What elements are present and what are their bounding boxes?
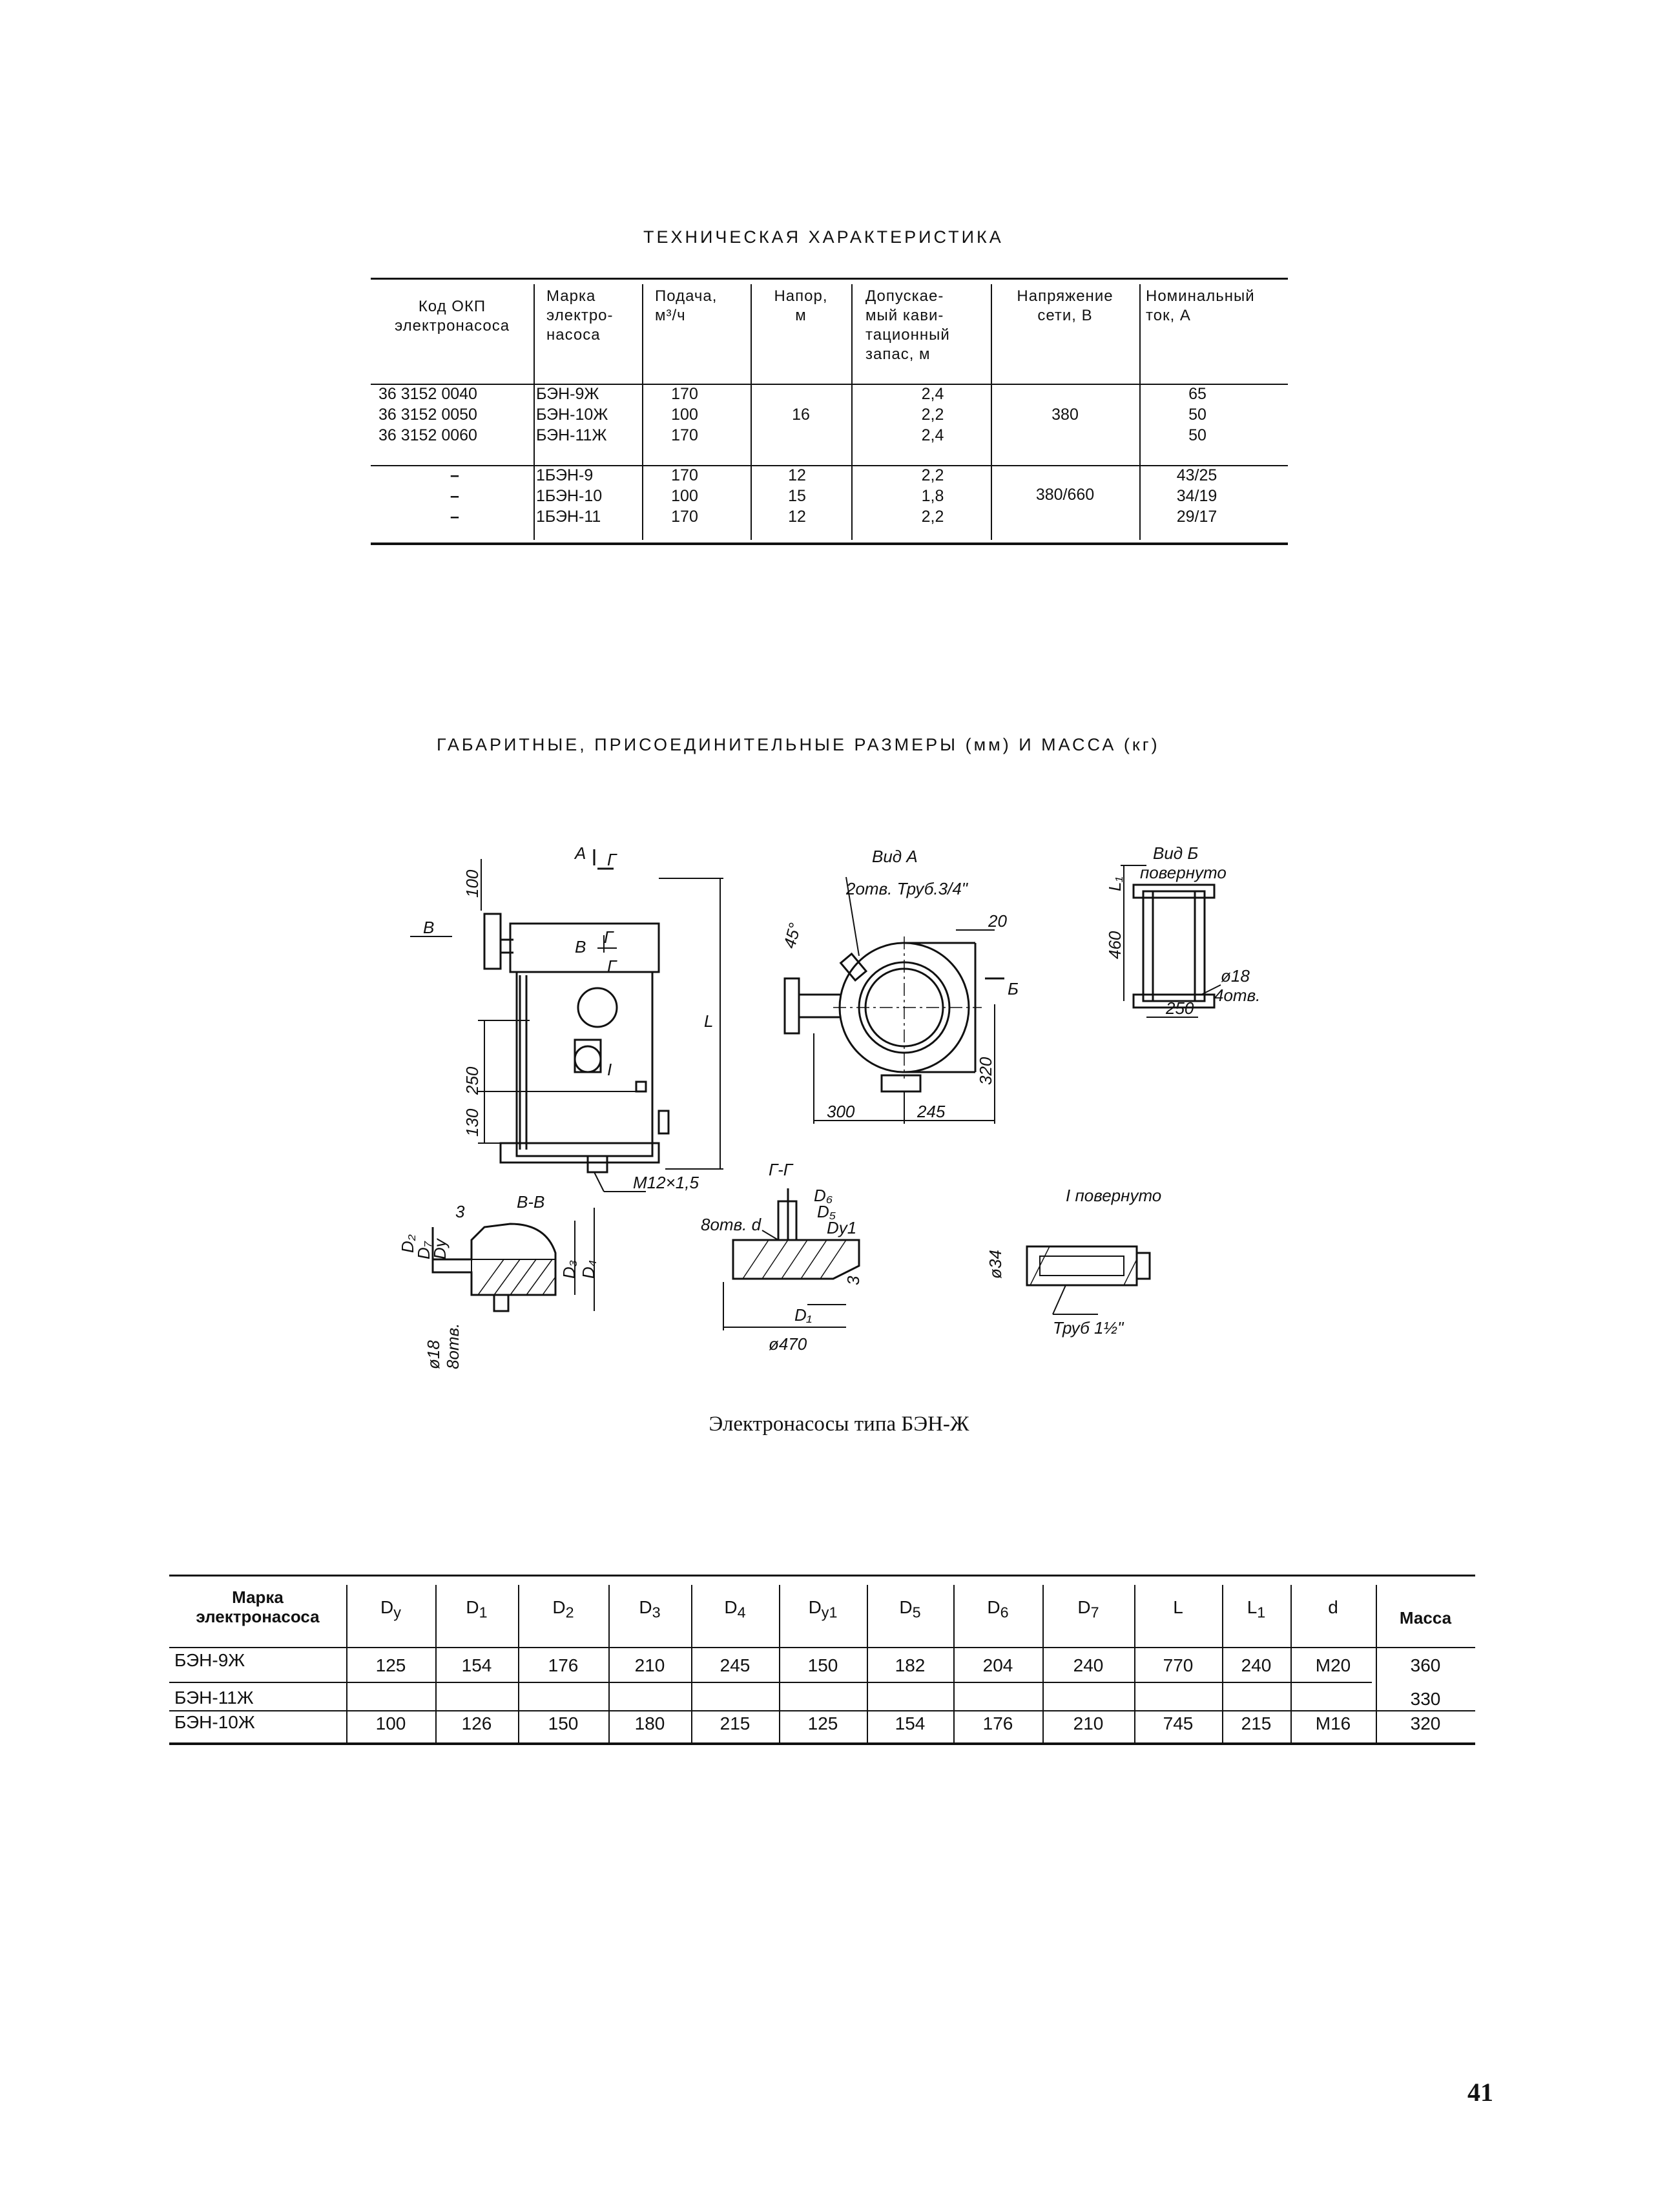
view-b-title: Вид Б [1153, 843, 1199, 863]
dim-320: 320 [976, 1057, 995, 1085]
value-cell: 176 [982, 1713, 1013, 1733]
col-header-sub: 1 [1257, 1604, 1266, 1621]
value-cell: 180 [634, 1713, 665, 1733]
dim-250b: 250 [1166, 998, 1194, 1018]
pump-side-plug [636, 1082, 646, 1091]
leader-line [1053, 1285, 1066, 1314]
dim-45: 45° [779, 920, 805, 951]
dim-20: 20 [988, 911, 1007, 931]
pump-casing [517, 972, 652, 1156]
dim-l: L [704, 1011, 714, 1031]
col-header: D [1077, 1597, 1091, 1617]
flow-cell: 100 [671, 487, 698, 505]
pump-base [501, 1143, 659, 1163]
value-cell: 245 [720, 1655, 751, 1675]
head-cell: 15 [788, 487, 806, 505]
col-header: D [552, 1597, 566, 1617]
voltage-cell: 380/660 [1035, 486, 1095, 504]
dim-d18b: ø18 [424, 1340, 443, 1369]
dim-l1: L₁ [1105, 876, 1124, 891]
current-cell: 50 [1188, 406, 1207, 424]
detail-i-pipe: Труб 1½" [1053, 1318, 1124, 1338]
value-cell: 215 [720, 1713, 751, 1733]
section-gg-hatching [743, 1240, 846, 1279]
header-cavitation-2: мый кави- [865, 307, 944, 324]
flow-cell: 170 [671, 508, 698, 526]
brand-cell: БЭН-10Ж [174, 1712, 255, 1732]
mass-cell: 360 [1410, 1655, 1441, 1675]
pump-nozzle [588, 1156, 607, 1172]
leader-line [594, 1172, 604, 1192]
detail-i-hatching [1030, 1246, 1137, 1285]
dim-d3: D₃ [559, 1259, 579, 1279]
col-header-sub: 7 [1090, 1604, 1099, 1621]
col-header: D [808, 1597, 822, 1617]
dim-d5: D₅ [817, 1202, 836, 1221]
col-header-sub: 4 [737, 1604, 746, 1621]
drawing-svg [381, 840, 1298, 1395]
current-cell: 50 [1188, 426, 1207, 444]
header-head: Напор, [774, 287, 828, 305]
detail-i-cap [1137, 1253, 1150, 1279]
leader-line [762, 1230, 778, 1240]
value-cell: 150 [548, 1713, 579, 1733]
tech-table [371, 278, 1288, 546]
brand-cell: БЭН-9Ж [174, 1650, 245, 1670]
col-header-sub: 6 [1000, 1604, 1009, 1621]
header-code-2: электронасоса [394, 317, 510, 335]
dim-245: 245 [917, 1102, 946, 1121]
header-current: Номинальный [1146, 287, 1255, 305]
dim-130: 130 [462, 1108, 482, 1137]
header-cavitation: Допускае- [865, 287, 944, 305]
col-header: L [1173, 1597, 1183, 1617]
label-g: Г [604, 927, 614, 947]
flow-cell: 100 [671, 406, 698, 424]
value-cell: 125 [375, 1655, 406, 1675]
value-cell: 126 [461, 1713, 492, 1733]
cavitation-cell: 2,4 [921, 426, 944, 444]
header-brand-3: насоса [546, 326, 601, 344]
flow-cell: 170 [671, 385, 698, 403]
value-cell: 150 [807, 1655, 838, 1675]
figure-caption: Электронасосы типа БЭН-Ж [709, 1412, 969, 1436]
label-a: А [575, 843, 586, 863]
cavitation-cell: 2,2 [921, 466, 944, 484]
brand-cell: БЭН-11Ж [536, 426, 607, 444]
head-cell: 12 [788, 508, 806, 526]
code-cell: 36 3152 0040 [378, 385, 477, 403]
col-header-sub: 3 [652, 1604, 661, 1621]
detail-i-thread [1040, 1256, 1124, 1276]
col-header: D [899, 1597, 913, 1617]
dims-table [169, 1575, 1475, 1749]
code-cell: – [450, 508, 459, 526]
head-cell: 16 [792, 406, 810, 424]
section-vv-hatching [478, 1259, 555, 1295]
tech-section-title: ТЕХНИЧЕСКАЯ ХАРАКТЕРИСТИКА [643, 227, 1004, 247]
col-header-sub: у [393, 1604, 401, 1621]
header-brand-2: электро- [546, 307, 614, 324]
view-a-title: Вид А [872, 847, 918, 866]
col-header: D [724, 1597, 738, 1617]
col-header: D [987, 1597, 1000, 1617]
col-header: D [466, 1597, 479, 1617]
col-header-mass: Масса [1399, 1608, 1452, 1628]
flow-cell: 170 [671, 426, 698, 444]
header-current-2: ток, А [1146, 307, 1191, 324]
header-code: Код ОКП [418, 298, 486, 315]
current-cell: 29/17 [1176, 508, 1217, 526]
code-cell: – [450, 487, 459, 505]
section-vv-bolt [494, 1295, 508, 1311]
dim-d470: ø470 [769, 1334, 807, 1354]
label-v: В [575, 937, 586, 956]
section-vv-holes: 8отв. [443, 1323, 462, 1369]
value-cell: 176 [548, 1655, 579, 1675]
dim-d18: ø18 [1221, 966, 1250, 986]
voltage-cell: 380 [1051, 406, 1079, 424]
value-cell: 240 [1241, 1655, 1272, 1675]
value-cell: 215 [1241, 1713, 1272, 1733]
dim-d6: D₆ [814, 1186, 833, 1205]
cavitation-cell: 1,8 [921, 487, 944, 505]
header-brand: Марка [232, 1587, 284, 1607]
dim-d34: ø34 [986, 1250, 1005, 1279]
section-gg-profile [733, 1240, 859, 1279]
value-cell: 770 [1163, 1655, 1194, 1675]
brand-cell: БЭН-9Ж [536, 385, 599, 403]
section-vv-title: В-В [517, 1192, 545, 1212]
header-brand-2: электронасоса [196, 1607, 320, 1626]
label-g: Г [607, 956, 617, 976]
col-header: D [380, 1597, 394, 1617]
detail-i-title: I повернуто [1066, 1186, 1162, 1205]
code-cell: 36 3152 0050 [378, 406, 477, 424]
brand-cell: 1БЭН-11 [536, 508, 601, 526]
mass-cell: 330 [1410, 1689, 1441, 1709]
brand-cell: БЭН-11Ж [174, 1688, 254, 1708]
view-b-rotated: повернуто [1140, 863, 1227, 882]
brand-cell: 1БЭН-9 [536, 466, 594, 484]
mass-cell: 320 [1410, 1713, 1441, 1733]
current-cell: 34/19 [1176, 487, 1217, 505]
brand-cell: 1БЭН-10 [536, 487, 603, 505]
pump-drawing [381, 840, 1298, 1395]
col-header: L [1247, 1597, 1258, 1617]
dim-d1: D₁ [794, 1305, 812, 1325]
current-cell: 43/25 [1176, 466, 1217, 484]
view-a-holes: 2отв. Труб.3/4" [846, 879, 968, 898]
section-gg-title: Г-Г [769, 1160, 792, 1179]
label-detail-i: I [607, 1060, 612, 1079]
dim-300: 300 [827, 1102, 855, 1121]
head-cell: 12 [788, 466, 806, 484]
label-g: Г [607, 850, 617, 869]
section-vv-hatch [471, 1259, 555, 1295]
view-b-holes: 4отв. [1214, 986, 1261, 1005]
code-cell: – [450, 466, 459, 484]
value-cell: 154 [895, 1713, 926, 1733]
col-header: D [639, 1597, 652, 1617]
header-brand: Марка [546, 287, 596, 305]
current-cell: 65 [1188, 385, 1207, 403]
value-cell: 210 [634, 1655, 665, 1675]
brand-cell: БЭН-10Ж [536, 406, 608, 424]
pump-flange-top [484, 914, 501, 969]
dim-250: 250 [462, 1066, 482, 1095]
dim-m12: М12×1,5 [633, 1173, 699, 1192]
page-number: 41 [1467, 2078, 1493, 2107]
value-cell: М20 [1315, 1655, 1351, 1675]
code-cell: 36 3152 0060 [378, 426, 477, 444]
value-cell: 125 [807, 1713, 838, 1733]
col-header-sub: 2 [565, 1604, 574, 1621]
header-voltage: Напряжение [1017, 287, 1113, 305]
header-flow-unit: м³/ч [655, 307, 686, 324]
header-flow: Подача, [655, 287, 718, 305]
pump-side-box [659, 1111, 668, 1133]
header-cavitation-3: тационный [865, 326, 950, 344]
dim-d2: D₂ [398, 1234, 417, 1253]
pump-port-circle [575, 1046, 601, 1072]
dim-100: 100 [462, 869, 482, 898]
value-cell: 210 [1073, 1713, 1104, 1733]
col-header-sub: у1 [821, 1604, 838, 1621]
dim-3b: 3 [844, 1276, 863, 1285]
value-cell: 100 [375, 1713, 406, 1733]
value-cell: 745 [1163, 1713, 1194, 1733]
view-a-foot [882, 1075, 920, 1091]
dim-d7: D₇ [414, 1241, 433, 1259]
cavitation-cell: 2,4 [921, 385, 944, 403]
pump-port-circle [578, 988, 617, 1027]
dim-3: 3 [455, 1202, 465, 1221]
value-cell: 204 [982, 1655, 1013, 1675]
detail-i-body [1027, 1246, 1137, 1285]
section-gg-holes: 8отв. d [701, 1215, 761, 1234]
value-cell: 154 [461, 1655, 492, 1675]
header-voltage-2: сети, В [1037, 307, 1093, 324]
flow-cell: 170 [671, 466, 698, 484]
col-header-sub: 1 [479, 1604, 488, 1621]
dim-d4: D₄ [579, 1259, 598, 1279]
col-header-sub: 5 [912, 1604, 921, 1621]
dim-460: 460 [1105, 931, 1124, 959]
header-cavitation-4: запас, м [865, 346, 931, 363]
dim-dy: Dу [430, 1239, 450, 1259]
value-cell: М16 [1315, 1713, 1351, 1733]
dims-section-title: ГАБАРИТНЫЕ, ПРИСОЕДИНИТЕЛЬНЫЕ РАЗМЕРЫ (мм) И МАССА (кг) [437, 735, 1160, 754]
label-b: Б [1008, 979, 1019, 998]
value-cell: 240 [1073, 1655, 1104, 1675]
cavitation-cell: 2,2 [921, 406, 944, 424]
header-head-unit: м [795, 307, 807, 324]
cavitation-cell: 2,2 [921, 508, 944, 526]
value-cell: 182 [895, 1655, 926, 1675]
view-a-flange [785, 978, 799, 1033]
label-v: В [423, 918, 435, 937]
dim-dy1: Dу1 [827, 1218, 857, 1237]
col-header: d [1328, 1597, 1338, 1617]
